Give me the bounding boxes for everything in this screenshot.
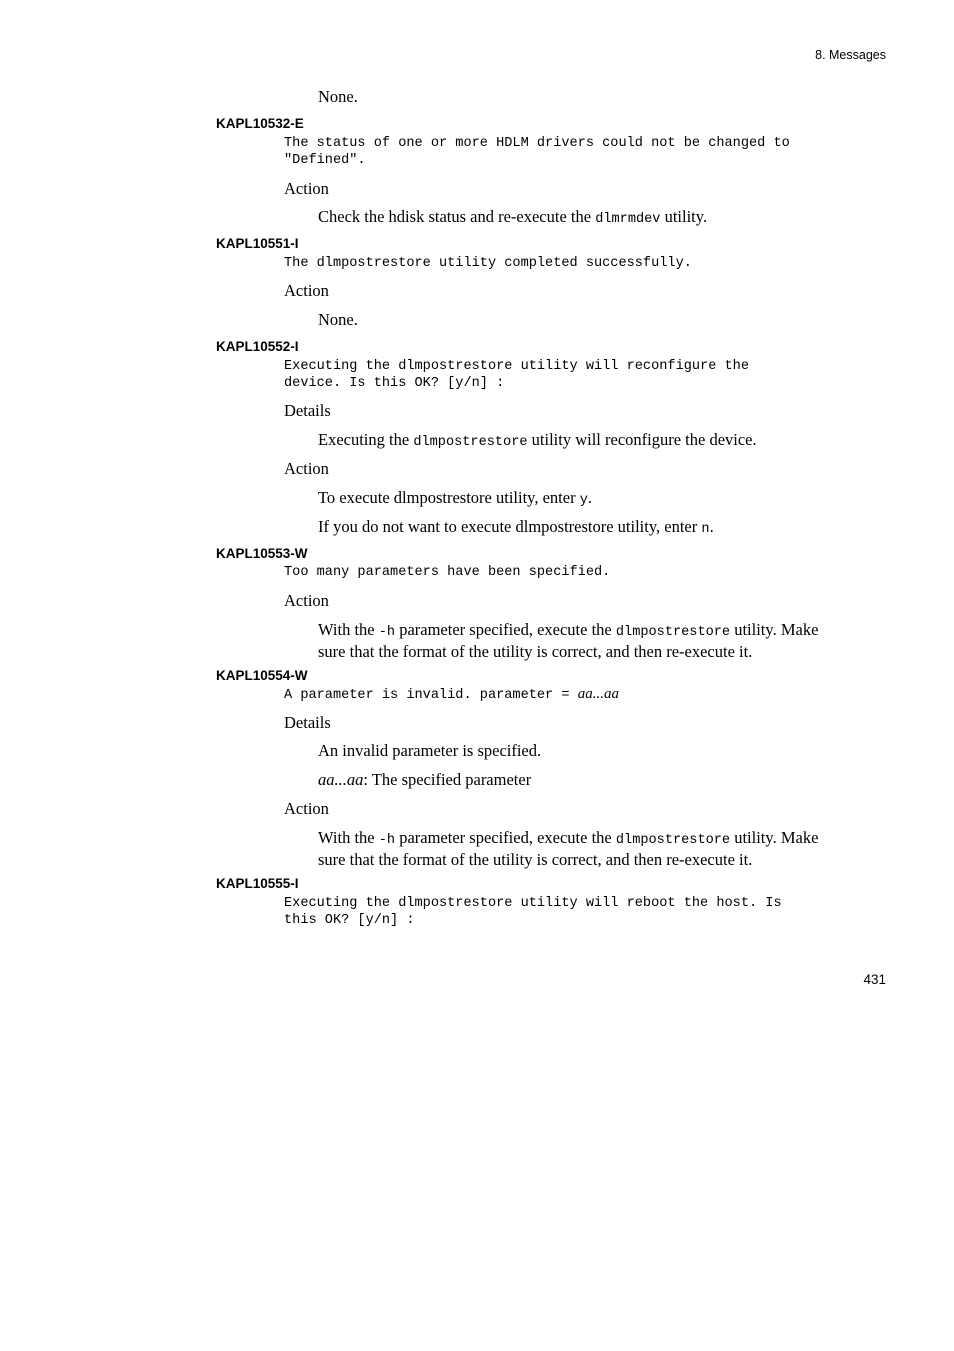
action-heading: Action [284, 799, 329, 818]
action-heading: Action [284, 281, 329, 300]
action-heading: Action [284, 591, 329, 610]
message-id: KAPL10552-I [216, 339, 299, 354]
message-text: Executing the dlmpostrestore utility will reconfigure the device. Is this OK? [y/n] : [284, 359, 749, 391]
action-text: None. [318, 87, 358, 106]
message-text: The status of one or more HDLM drivers could not be changed to "Defined". [284, 136, 790, 168]
message-id: KAPL10553-W [216, 546, 308, 561]
details-heading: Details [284, 401, 331, 420]
action-text: With the -h parameter specified, execute the dlmpostrestore utility. Make sure that the format of the utility is correct, and then re-execute it. [318, 620, 819, 661]
message-id: KAPL10554-W [216, 668, 308, 683]
message-id: KAPL10555-I [216, 876, 299, 891]
action-text: None. [318, 310, 358, 329]
details-text: Executing the dlmpostrestore utility will reconfigure the device. [318, 430, 757, 450]
action-text: If you do not want to execute dlmpostrestore utility, enter n. [318, 517, 714, 537]
message-id: KAPL10551-I [216, 236, 299, 251]
action-heading: Action [284, 459, 329, 478]
message-text: Executing the dlmpostrestore utility will reboot the host. Is this OK? [y/n] : [284, 896, 782, 928]
running-header: 8. Messages [815, 48, 886, 62]
action-text: Check the hdisk status and re-execute the dlmrmdev utility. [318, 207, 708, 227]
message-text: Too many parameters have been specified. [284, 565, 611, 580]
message-text: A parameter is invalid. parameter = aa...aa [284, 686, 619, 703]
message-id: KAPL10532-E [216, 116, 304, 131]
action-text: To execute dlmpostrestore utility, enter y. [318, 488, 592, 508]
details-heading: Details [284, 713, 331, 732]
details-text: aa...aa: The specified parameter [318, 770, 532, 789]
message-text: The dlmpostrestore utility completed successfully. [284, 256, 692, 271]
page-number: 431 [863, 972, 886, 987]
details-text: An invalid parameter is specified. [318, 741, 542, 760]
action-text: With the -h parameter specified, execute the dlmpostrestore utility. Make sure that the format of the utility is correct, and then re-execute it. [318, 828, 819, 869]
action-heading: Action [284, 179, 329, 198]
